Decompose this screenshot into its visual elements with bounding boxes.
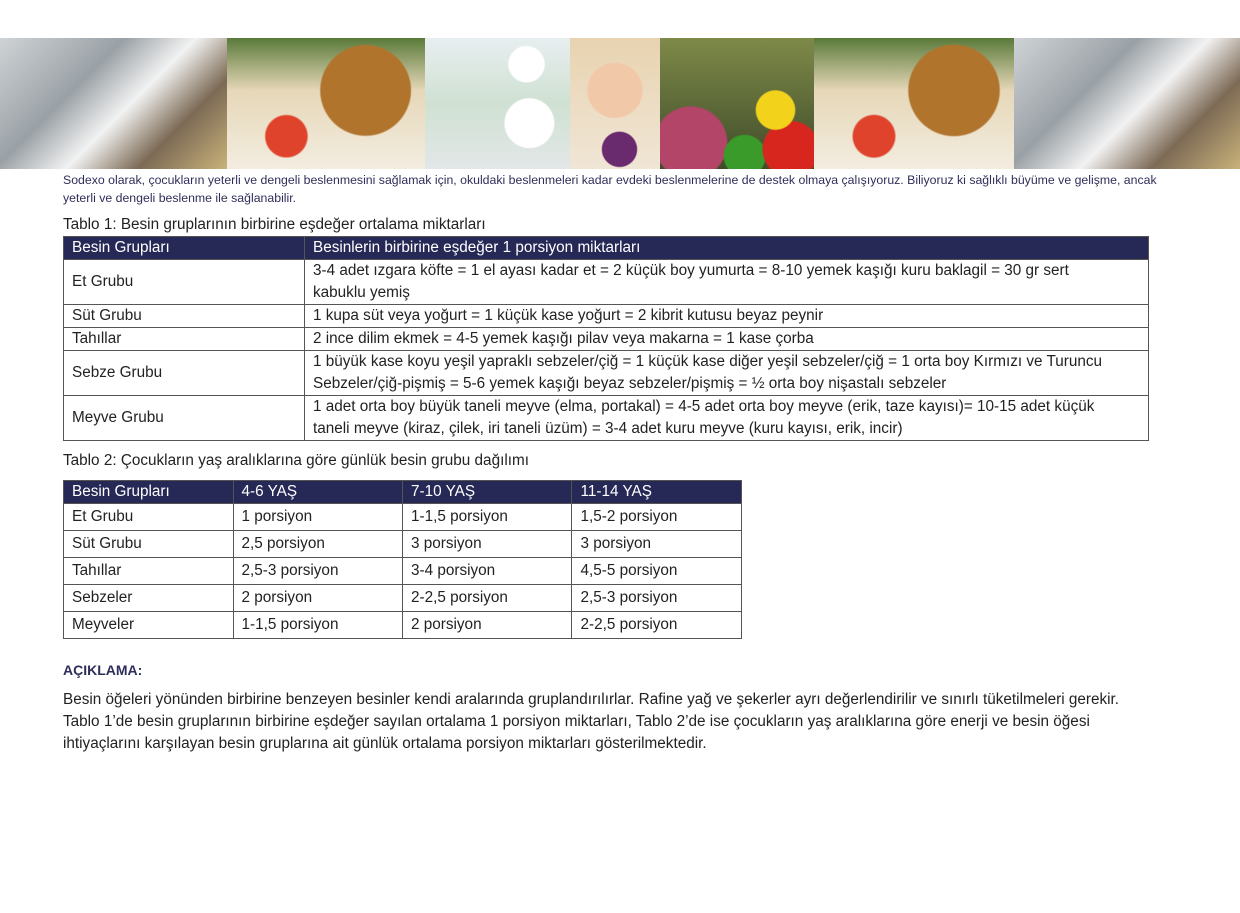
group-cell: Et Grubu — [64, 260, 305, 305]
table-cell: 2,5-3 porsiyon — [233, 558, 402, 585]
chef-plating-photo-2 — [1014, 38, 1240, 169]
table-row — [64, 396, 1149, 441]
equivalent-cell: 1 adet orta boy büyük taneli meyve (elma, portakal) = 4-5 adet orta boy meyve (erik, taze kayısı)= 10-15 adet küçük taneli meyve (kiraz, çilek, iri taneli üzüm) = 3-4 adet kuru meyve (kuru kayısı, erik, incir) — [305, 396, 1149, 441]
note-text: Besin öğeleri yönünden birbirine benzeyen besinler kendi aralarında gruplandırılırlar. Rafine yağ ve şekerler ayrı değerlendirilir ve sınırlı tüketilmeleri gerekir. Tablo 1’de besin gruplarının birbirine eşdeğer sayılan ortalama 1 porsiyon miktarları, Tablo 2’de ise çocukların yaş aralıklarına göre enerji ve besin öğesi ihtiyaçlarını karşılayan besin gruplarına ait günlük ortalama porsiyon miktarları gösterilmektedir. — [63, 691, 1120, 752]
table-row — [64, 585, 742, 612]
table-row — [64, 558, 742, 585]
column-header: Besinlerin birbirine eşdeğer 1 porsiyon miktarları — [305, 237, 1149, 260]
table-row — [64, 504, 742, 531]
note-title: AÇIKLAMA: — [63, 662, 143, 678]
table-cell: 2 porsiyon — [403, 612, 572, 639]
column-header: 11-14 YAŞ — [572, 481, 742, 504]
equivalent-cell: 1 büyük kase koyu yeşil yapraklı sebzeler/çiğ = 1 küçük kase diğer yeşil sebzeler/çiğ = 1 orta boy Kırmızı ve Turuncu Sebzeler/çiğ-pişmiş = 5-6 yemek kaşığı beyaz sebzeler/pişmiş = ½ orta boy nişastalı sebzeler — [305, 351, 1149, 396]
table-row — [64, 531, 742, 558]
group-cell: Meyve Grubu — [64, 396, 305, 441]
chef-plating-photo — [0, 38, 227, 169]
bread-and-tomato-photo-2 — [814, 38, 1014, 169]
table-cell: 3 porsiyon — [403, 531, 572, 558]
column-header: Besin Grupları — [64, 481, 234, 504]
equivalent-cell: 2 ince dilim ekmek = 4-5 yemek kaşığı pilav veya makarna = 1 kase çorba — [305, 328, 1149, 351]
table-cell: 1,5-2 porsiyon — [572, 504, 742, 531]
table2-age-distribution — [63, 480, 742, 639]
table-row — [64, 260, 1149, 305]
column-header: Besin Grupları — [64, 237, 305, 260]
table-cell: 4,5-5 porsiyon — [572, 558, 742, 585]
group-cell: Sebze Grubu — [64, 351, 305, 396]
table-cell: 1 porsiyon — [233, 504, 402, 531]
table-cell: 3 porsiyon — [572, 531, 742, 558]
table-cell: 3-4 porsiyon — [403, 558, 572, 585]
table1-caption: Tablo 1: Besin gruplarının birbirine eşdeğer ortalama miktarları — [63, 216, 486, 233]
bread-and-tomato-photo — [227, 38, 425, 169]
table-row — [64, 351, 1149, 396]
table-cell: 1-1,5 porsiyon — [403, 504, 572, 531]
table-cell: 2-2,5 porsiyon — [572, 612, 742, 639]
group-cell: Süt Grubu — [64, 305, 305, 328]
table-cell: 1-1,5 porsiyon — [233, 612, 402, 639]
table-row — [64, 612, 742, 639]
table-row — [64, 328, 1149, 351]
table-cell: Meyveler — [64, 612, 234, 639]
table-cell: Tahıllar — [64, 558, 234, 585]
girl-eating-photo — [570, 38, 660, 169]
table-row — [64, 305, 1149, 328]
column-header: 7-10 YAŞ — [403, 481, 572, 504]
table-cell: Sebzeler — [64, 585, 234, 612]
table-cell: 2,5-3 porsiyon — [572, 585, 742, 612]
column-header: 4-6 YAŞ — [233, 481, 402, 504]
table-cell: 2-2,5 porsiyon — [403, 585, 572, 612]
table-cell: Et Grubu — [64, 504, 234, 531]
chef-cooking-photo — [425, 38, 570, 169]
table-cell: Süt Grubu — [64, 531, 234, 558]
equivalent-cell: 3-4 adet ızgara köfte = 1 el ayası kadar et = 2 küçük boy yumurta = 8-10 yemek kaşığı kuru baklagil = 30 gr sert kabuklu yemiş — [305, 260, 1149, 305]
header-photo-banner — [0, 38, 1240, 169]
equivalent-cell: 1 kupa süt veya yoğurt = 1 küçük kase yoğurt = 2 kibrit kutusu beyaz peynir — [305, 305, 1149, 328]
intro-text: Sodexo olarak, çocukların yeterli ve dengeli beslenmesini sağlamak için, okuldaki beslenmeleri kadar evdeki beslenmelerine de destek olmaya çalışıyoruz. Biliyoruz ki sağlıklı büyüme ve gelişme, ancak yeterli ve dengeli beslenme ile sağlanabilir. — [63, 173, 1157, 205]
group-cell: Tahıllar — [64, 328, 305, 351]
table-header-row — [64, 481, 742, 504]
table2-caption: Tablo 2: Çocukların yaş aralıklarına göre günlük besin grubu dağılımı — [63, 452, 529, 469]
table-cell: 2 porsiyon — [233, 585, 402, 612]
table1-equivalents — [63, 236, 1149, 441]
table-cell: 2,5 porsiyon — [233, 531, 402, 558]
table-header-row — [64, 237, 1149, 260]
vegetables-photo — [660, 38, 814, 169]
